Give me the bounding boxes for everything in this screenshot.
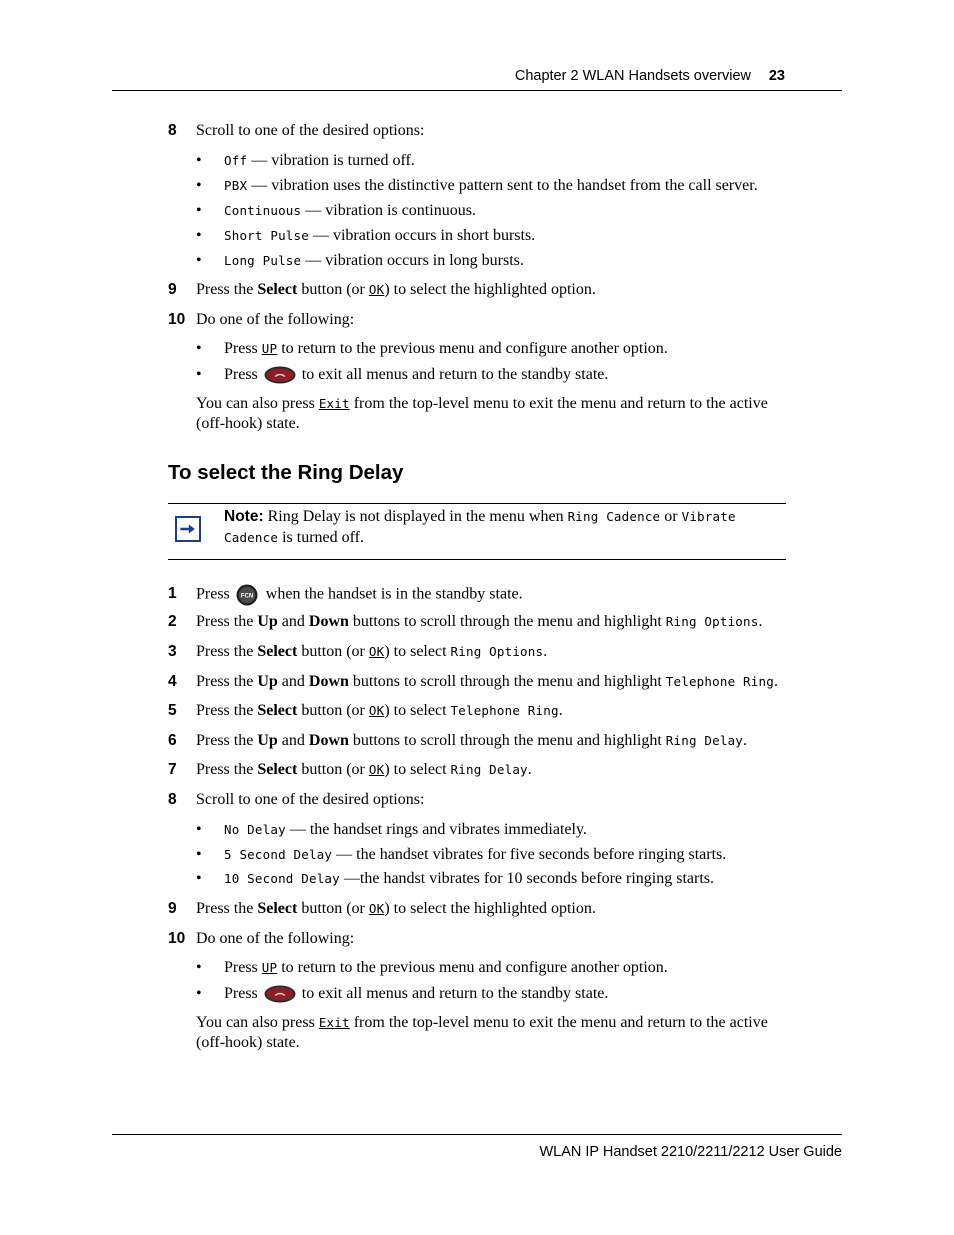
paragraph-continued: (off-hook) state. — [196, 1034, 300, 1051]
step-text: Press the Select button (or OK) to select Ring Options. — [196, 643, 548, 660]
step-text: Press FCN when the handset is in the standby state. — [196, 584, 523, 606]
step-number: 8 — [168, 122, 177, 139]
step-text: Press the Up and Down buttons to scroll through the menu and highlight Ring Options. — [196, 613, 763, 630]
step-number: 3 — [168, 643, 177, 660]
bullet: • — [196, 252, 202, 269]
bullet: • — [196, 985, 202, 1002]
bullet: • — [196, 366, 202, 383]
note-text: Note: Ring Delay is not displayed in the menu when Ring Cadence or Vibrate — [224, 508, 736, 525]
list-item: Continuous — vibration is continuous. — [224, 202, 476, 219]
bullet: • — [196, 227, 202, 244]
step-text: Press the Select button (or OK) to select Telephone Ring. — [196, 702, 563, 719]
paragraph: You can also press Exit from the top-level menu to exit the menu and return to the active — [196, 1014, 768, 1031]
step-number: 4 — [168, 673, 177, 690]
note-text-continued: Cadence is turned off. — [224, 529, 365, 546]
list-item: Short Pulse — vibration occurs in short bursts. — [224, 227, 536, 244]
section-title: To select the Ring Delay — [168, 461, 404, 484]
step-text: Scroll to one of the desired options: — [196, 122, 425, 139]
note-box — [168, 503, 786, 560]
step-text: Scroll to one of the desired options: — [196, 791, 425, 808]
header-page-number: 23 — [768, 68, 785, 84]
list-item: Press to exit all menus and return to the standby state. — [224, 985, 609, 1002]
step-number: 5 — [168, 702, 177, 719]
step-number: 9 — [168, 900, 177, 917]
svg-text:FCN: FCN — [240, 593, 253, 600]
bullet: • — [196, 177, 202, 194]
fcn-button-icon — [236, 584, 258, 606]
step-text: Do one of the following: — [196, 930, 355, 947]
paragraph-continued: (off-hook) state. — [196, 415, 300, 432]
list-item: Press to exit all menus and return to the standby state. — [224, 366, 609, 383]
header-chapter: Chapter 2 WLAN Handsets overview — [514, 68, 751, 84]
footer-title: WLAN IP Handset 2210/2211/2212 User Guide — [539, 1144, 842, 1160]
step-number: 7 — [168, 761, 177, 778]
bullet: • — [196, 846, 202, 863]
step-text: Press the Up and Down buttons to scroll through the menu and highlight Ring Delay. — [196, 732, 748, 749]
step-number: 10 — [168, 930, 186, 947]
step-text: Press the Select button (or OK) to select Ring Delay. — [196, 761, 532, 778]
bullet: • — [196, 959, 202, 976]
step-text: Press the Up and Down buttons to scroll through the menu and highlight Telephone Ring. — [196, 673, 778, 690]
end-call-button-icon — [264, 985, 296, 1003]
list-item: No Delay — the handset rings and vibrates immediately. — [224, 821, 587, 838]
step-number: 9 — [168, 281, 177, 298]
list-item: Press UP to return to the previous menu and configure another option. — [224, 340, 668, 357]
step-text: Do one of the following: — [196, 311, 355, 328]
step-number: 2 — [168, 613, 177, 630]
bullet: • — [196, 152, 202, 169]
bullet: • — [196, 821, 202, 838]
page-header — [112, 66, 842, 91]
step-number: 10 — [168, 311, 186, 328]
step-text: Press the Select button (or OK) to select the highlighted option. — [196, 281, 596, 298]
step-text: Press the Select button (or OK) to select the highlighted option. — [196, 900, 596, 917]
end-call-button-icon — [264, 366, 296, 384]
list-item: Press UP to return to the previous menu and configure another option. — [224, 959, 668, 976]
list-item: PBX — vibration uses the distinctive pattern sent to the handset from the call server. — [224, 177, 758, 194]
list-item: Long Pulse — vibration occurs in long bursts. — [224, 252, 524, 269]
bullet: • — [196, 202, 202, 219]
list-item: 10 Second Delay —the handst vibrates for 10 seconds before ringing starts. — [224, 870, 715, 887]
step-number: 1 — [168, 585, 177, 602]
bullet: • — [196, 870, 202, 887]
list-item: 5 Second Delay — the handset vibrates for five seconds before ringing starts. — [224, 846, 727, 863]
paragraph: You can also press Exit from the top-level menu to exit the menu and return to the active — [196, 395, 768, 412]
step-number: 6 — [168, 732, 177, 749]
step-number: 8 — [168, 791, 177, 808]
bullet: • — [196, 340, 202, 357]
footer-rule — [112, 1134, 842, 1135]
list-item: Off — vibration is turned off. — [224, 152, 415, 169]
arrow-right-icon — [175, 516, 201, 542]
